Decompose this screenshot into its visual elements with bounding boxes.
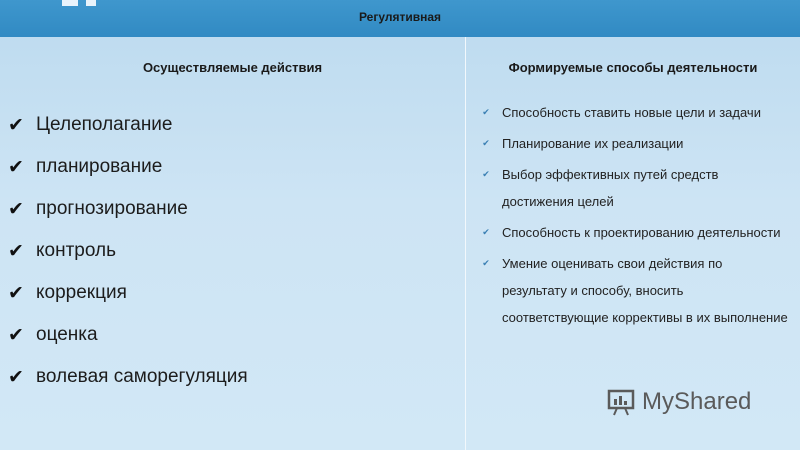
checkmark-icon: ✔ [8,198,24,220]
list-item-label: Способность ставить новые цели и задачи [502,105,761,120]
right-column-heading: Формируемые способы деятельности [508,60,758,75]
title-bar [0,0,800,37]
list-item [470,250,790,331]
list-item-label: волевая саморегуляция [36,366,248,387]
checkmark-icon: ✔ [482,138,490,148]
list-item [8,104,248,146]
list-item-label: Способность к проектированию деятельности [502,225,781,240]
list-item [8,230,248,272]
watermark-text: MyShared [642,388,752,415]
presentation-board-icon [606,387,636,417]
list-item-label: планирование [36,156,163,177]
list-item [470,161,790,215]
list-item-label: Выбор эффективных путей средств достижения целей [502,167,719,209]
list-item-label: Планирование их реализации [502,136,684,151]
checkmark-icon: ✔ [8,156,24,178]
list-item-label: оценка [36,324,98,345]
skills-list [470,99,790,335]
accent-mark [62,0,78,6]
list-item [8,356,248,398]
list-item-label: коррекция [36,282,127,303]
checkmark-icon: ✔ [8,324,24,346]
watermark [606,387,751,417]
list-item-label: Умение оценивать свои действия по результату и способу, вносить соответствующие коррективы в их выполнение [502,256,788,325]
checkmark-icon: ✔ [8,114,24,136]
accent-mark [86,0,96,6]
list-item-label: прогнозирование [36,198,188,219]
list-item [8,188,248,230]
checkmark-icon: ✔ [8,366,24,388]
list-item-label: Целеполагание [36,114,173,135]
checkmark-icon: ✔ [482,258,490,268]
checkmark-icon: ✔ [482,169,490,179]
checkmark-icon: ✔ [482,107,490,117]
actions-list [8,104,248,398]
list-item-label: контроль [36,240,116,261]
list-item [8,314,248,356]
list-item [470,99,790,126]
slide-title: Регулятивная [358,9,442,24]
list-item [8,146,248,188]
list-item [8,272,248,314]
left-column-heading: Осуществляемые действия [142,60,323,75]
checkmark-icon: ✔ [482,227,490,237]
checkmark-icon: ✔ [8,240,24,262]
list-item [470,130,790,157]
checkmark-icon: ✔ [8,282,24,304]
list-item [470,219,790,246]
